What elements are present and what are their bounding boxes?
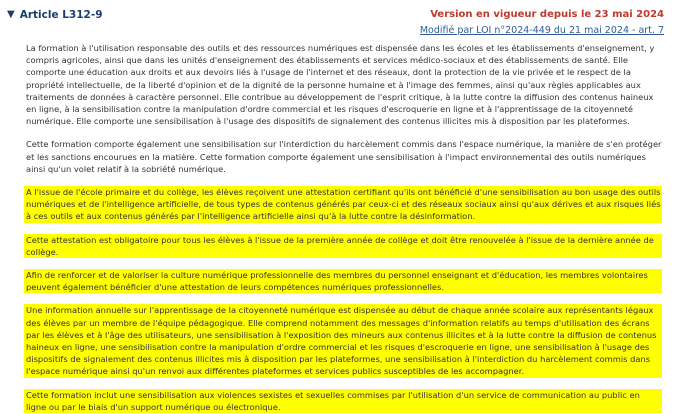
- article-header: [0, 0, 680, 38]
- article-title-toggle[interactable]: [7, 9, 103, 21]
- paragraph-5-highlighted: Afin de renforcer et de valoriser la culture numérique professionnelle des membres du personnel enseignant et d'éducation, les membres volontaires peuvent également bénéficier d'une attestation de leurs compétences numériques professionnelles.: [24, 269, 662, 293]
- paragraph-4-highlighted: Cette attestation est obligatoire pour tous les élèves à l'issue de la première année de collège et doit être renouvelée à l'issue de la dernière année de collège.: [24, 234, 662, 258]
- paragraph-2: Cette formation comporte également une sensibilisation sur l'interdiction du harcèlement commis dans l'espace numérique, la manière de s'en protéger et les sanctions encourues en la matière. Cette formation comporte également une sensibilisation à l'impact environnemental des outils numériques ainsi qu'un volet relatif à la sobriété numérique.: [26, 139, 662, 174]
- paragraph-6-highlighted: Une information annuelle sur l'apprentissage de la citoyenneté numérique est dispensée au début de chaque année scolaire aux représentants légaux des élèves par un membre de l'équipe pédagogique. Elle comprend notamment des messages d'information relatifs au temps d'utilisation des écrans par les élèves et à l'âge des utilisateurs, une sensibilisation à l'exposition des mineurs aux contenus illicites et à la lutte contre la diffusion de contenus haineux en ligne, une sensibilisation contre la manipulation d'ordre commercial et les risques d'escroquerie en ligne, une sensibilisation à l'usage des dispositifs de signalement des contenus illicites mis à disposition par les plateformes, une sensibilisation à l'interdiction du harcèlement commis dans l'espace numérique ainsi qu'un renvoi aux différentes plateformes et services publics susceptibles de les accompagner.: [24, 304, 662, 377]
- modification-link[interactable]: Modifié par LOI n°2024-449 du 21 mai 2024 - art. 7: [419, 25, 664, 36]
- article-title: Article L312-9: [19, 9, 103, 21]
- paragraph-7-highlighted: Cette formation inclut une sensibilisation aux violences sexistes et sexuelles commises par l'utilisation d'un service de communication au public en ligne ou par le biais d'un support numérique ou électronique.: [24, 389, 662, 413]
- paragraph-1: La formation à l'utilisation responsable des outils et des ressources numériques est dispensée dans les écoles et les établissements d'enseignement, y compris agricoles, ainsi que dans les unités d'enseignement des établissements et services médico-sociaux et des établissements de santé. Elle comporte une éducation aux droits et aux devoirs liés à l'usage de l'internet et des réseaux, dont la protection de la vie privée et le respect de la propriété intellectuelle, de la liberté d'opinion et de la dignité de la personne humaine et à l'image des femmes, ainsi qu'aux règles applicables aux traitements de données à caractère personnel. Elle contribue au développement de l'esprit critique, à la lutte contre la diffusion des contenus haineux en ligne, à la sensibilisation contre la manipulation d'ordre commercial et les risques d'escroquerie en ligne et à l'apprentissage de la citoyenneté numérique. Elle comporte une sensibilisation à l'usage des dispositifs de signalement des contenus illicites mis à disposition par les plateformes.: [26, 43, 655, 127]
- paragraph-3-highlighted: A l'issue de l'école primaire et du collège, les élèves reçoivent une attestation certifiant qu'ils ont bénéficié d'une sensibilisation au bon usage des outils numériques et de l'intelligence artificielle, de tous types de contenus générés par ceux-ci et des réseaux sociaux ainsi qu'aux dérives et aux risques liés à ces outils et aux contenus générés par l'intelligence artificielle ainsi qu'à la lutte contre la désinformation.: [26, 187, 661, 222]
- article-body: [26, 42, 662, 414]
- version-status: Version en vigueur depuis le 23 mai 2024: [430, 9, 664, 20]
- chevron-down-icon: ▼: [7, 9, 15, 20]
